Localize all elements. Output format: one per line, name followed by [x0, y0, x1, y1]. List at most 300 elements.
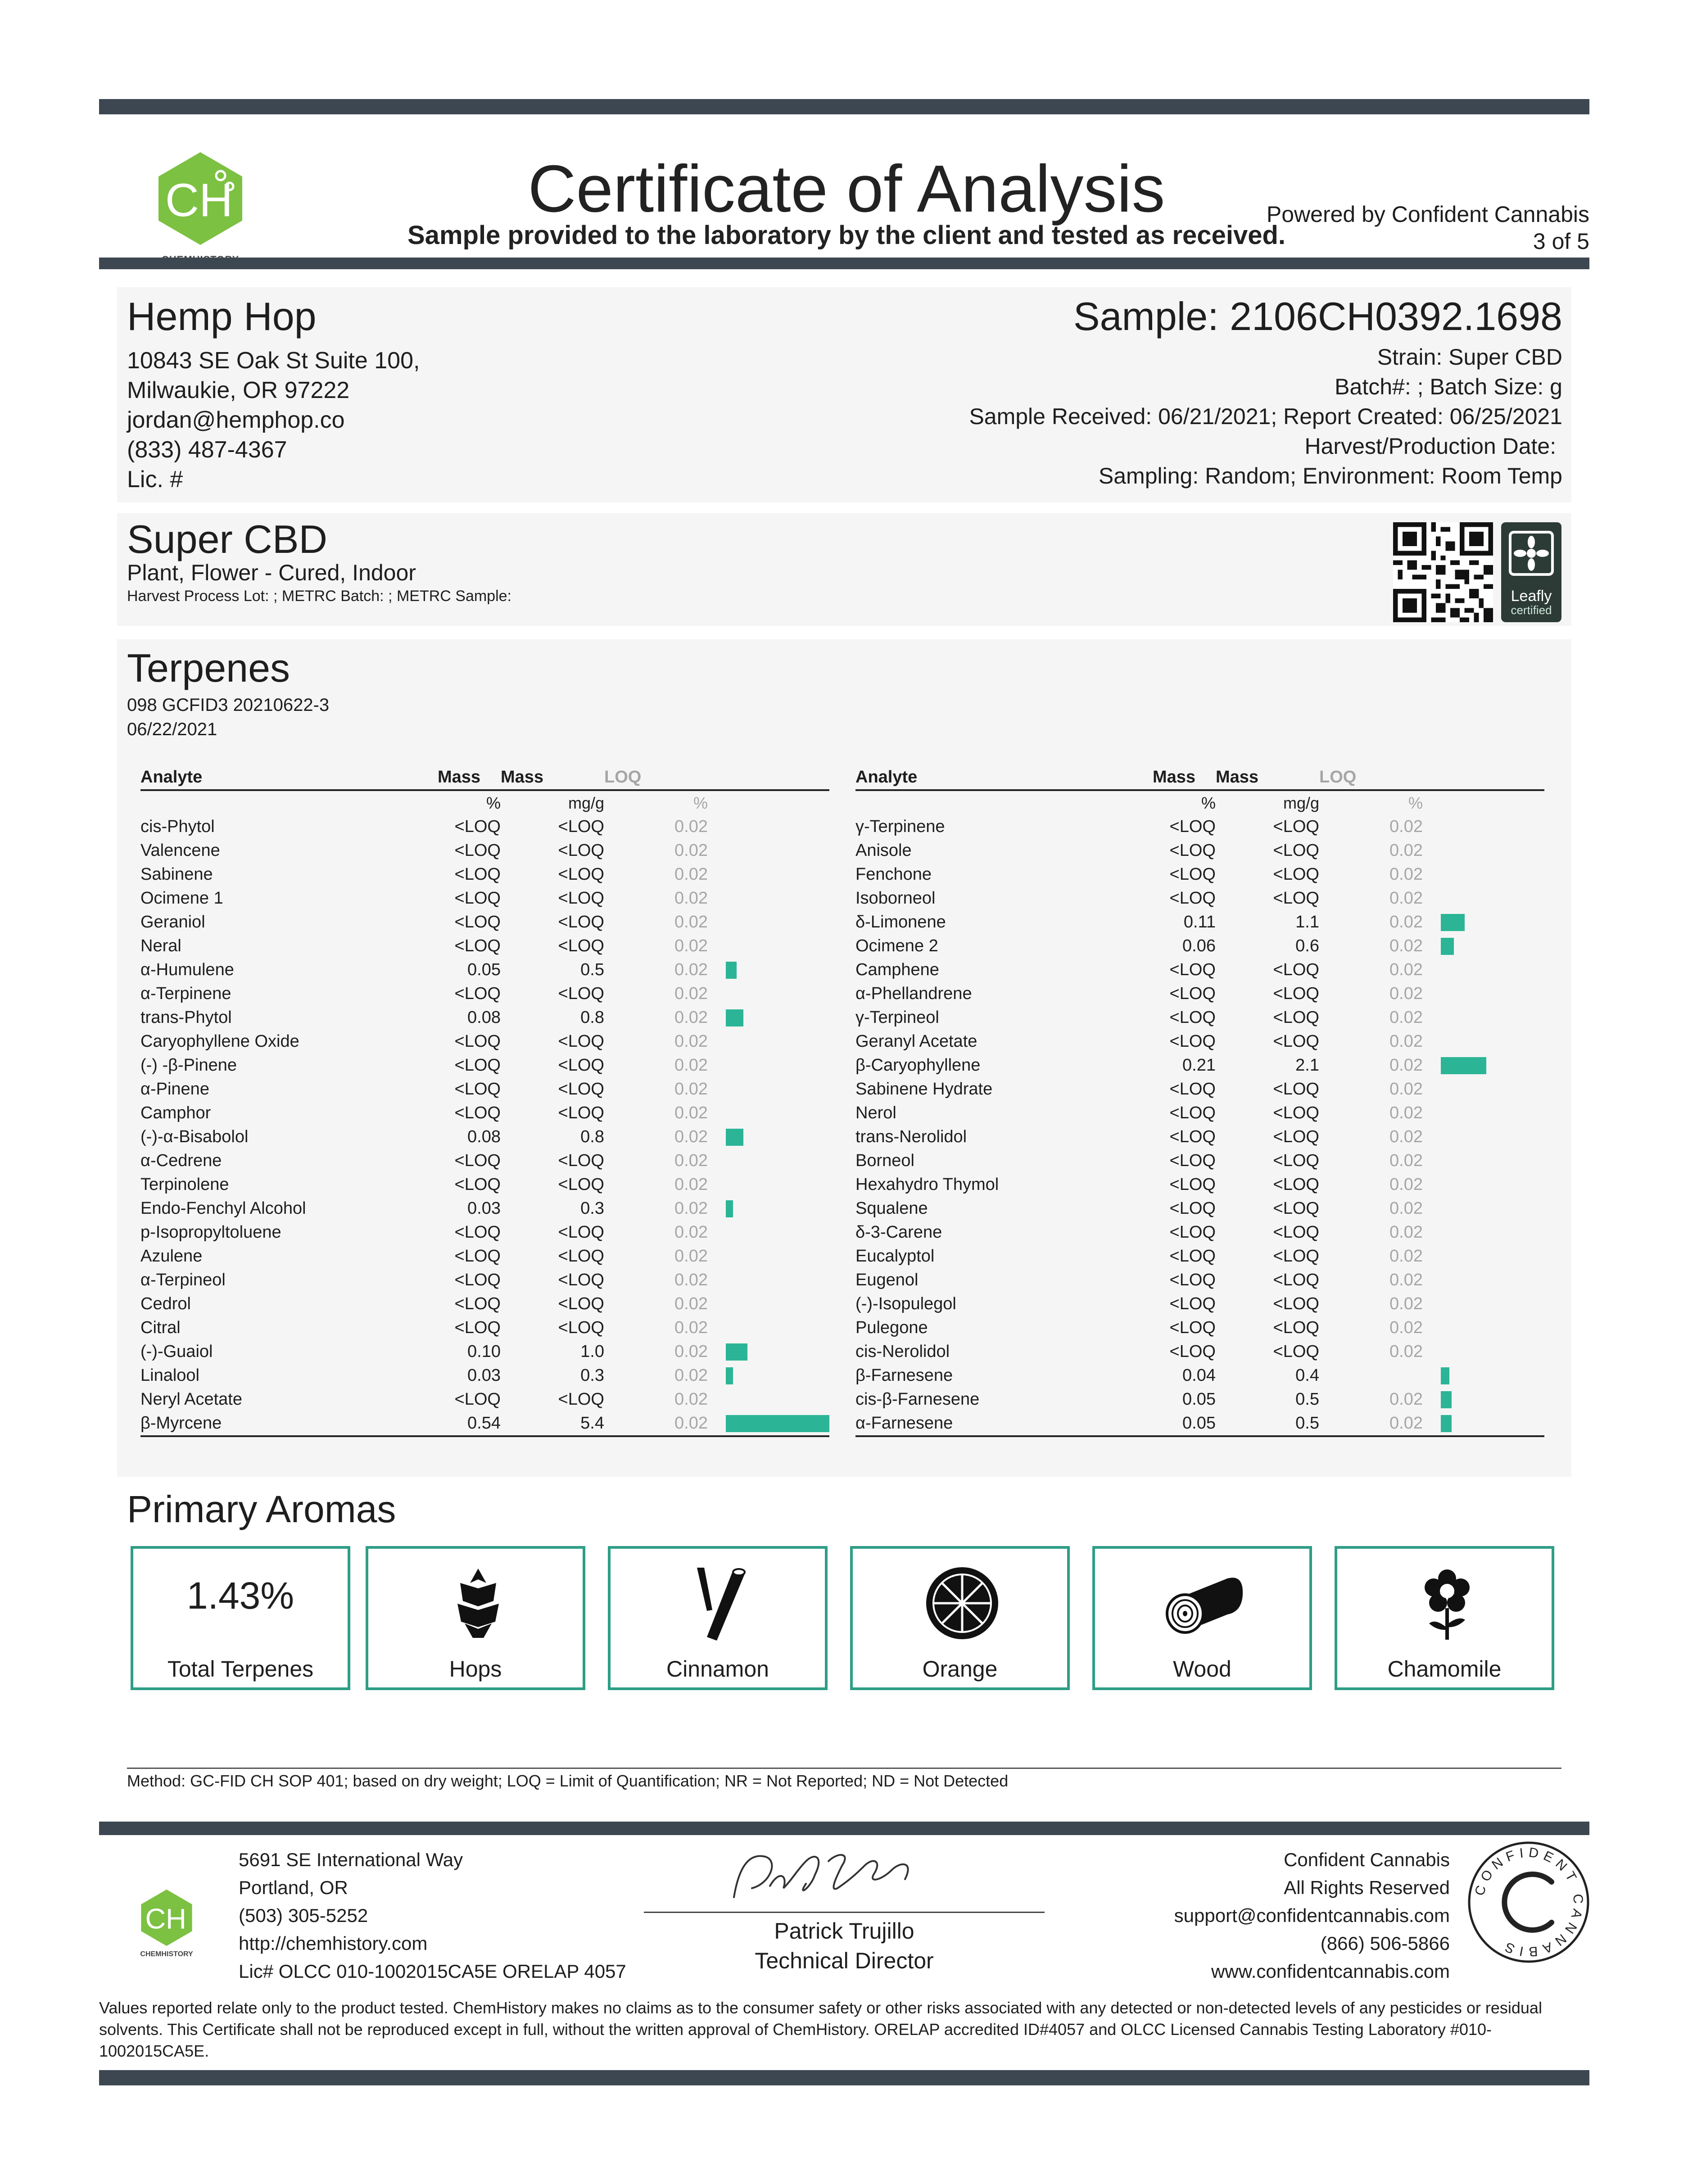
mass-pct: 0.11	[1183, 913, 1216, 931]
mass-mg: <LOQ	[558, 865, 604, 884]
analyte-name: (-)-Isopulegol	[855, 1294, 956, 1313]
level-bar	[1441, 938, 1454, 955]
mass-pct: <LOQ	[1169, 817, 1216, 836]
mass-pct: <LOQ	[454, 1223, 501, 1242]
terpene-row	[140, 982, 829, 1006]
terpene-row	[140, 1292, 829, 1316]
mass-pct: 0.06	[1182, 936, 1216, 955]
mass-mg: <LOQ	[558, 1271, 604, 1289]
analyte-name: Ocimene 1	[140, 889, 223, 908]
loq-value: 0.02	[1389, 817, 1423, 836]
analyte-name: Fenchone	[855, 865, 932, 884]
analyte-name: Sabinene	[140, 865, 213, 884]
analyte-name: Hexahydro Thymol	[855, 1175, 999, 1194]
level-bar-cell	[708, 1292, 829, 1316]
footer-chemhistory-logo	[135, 1887, 198, 1958]
terpene-row	[855, 1388, 1544, 1411]
mass-mg: 0.8	[580, 1008, 604, 1027]
mass-pct: <LOQ	[454, 936, 501, 955]
unit-loq: %	[693, 794, 708, 812]
analyte-name: α-Terpinene	[140, 984, 231, 1003]
terpene-row	[855, 863, 1544, 886]
aroma-label: Hops	[449, 1656, 502, 1682]
logo-caption: CHEMHISTORY	[140, 1950, 193, 1958]
loq-value: 0.02	[674, 1127, 708, 1146]
mass-mg: <LOQ	[1273, 1151, 1319, 1170]
mass-mg: <LOQ	[1273, 1080, 1319, 1099]
analyte-name: cis-β-Farnesene	[855, 1390, 980, 1409]
analyte-name: Endo-Fenchyl Alcohol	[140, 1199, 306, 1218]
level-bar-cell	[1423, 982, 1544, 1006]
level-bar-cell	[708, 1340, 829, 1364]
mass-pct: <LOQ	[1169, 1247, 1216, 1266]
mass-mg: <LOQ	[1273, 984, 1319, 1003]
product-type: Plant, Flower - Cured, Indoor	[127, 560, 416, 585]
terpene-row	[140, 910, 829, 934]
mass-pct: <LOQ	[1169, 960, 1216, 979]
analyte-name: Cedrol	[140, 1294, 191, 1313]
analyte-name: Terpinolene	[140, 1175, 229, 1194]
mass-pct: <LOQ	[454, 841, 501, 860]
mass-pct: <LOQ	[1169, 1223, 1216, 1242]
mass-mg: <LOQ	[558, 1247, 604, 1266]
analyte-name: Caryophyllene Oxide	[140, 1032, 299, 1051]
level-bar-cell	[1423, 1077, 1544, 1101]
mass-pct: <LOQ	[454, 865, 501, 884]
analyte-name: Geranyl Acetate	[855, 1032, 978, 1051]
terpenes-date: 06/22/2021	[127, 719, 217, 739]
confident-cannabis-logo	[1463, 1837, 1594, 1967]
top-rule	[99, 99, 1589, 114]
terpenes-title: Terpenes	[127, 646, 290, 690]
analyte-name: Neryl Acetate	[140, 1390, 242, 1409]
level-bar-cell	[1423, 1221, 1544, 1244]
mass-pct: <LOQ	[454, 913, 501, 931]
terpene-row	[140, 839, 829, 863]
client-phone: (833) 487-4367	[127, 437, 287, 463]
level-bar-cell	[708, 1364, 829, 1388]
loq-value: 0.02	[674, 984, 708, 1003]
analyte-name: trans-Phytol	[140, 1008, 232, 1027]
mass-pct: <LOQ	[1169, 1175, 1216, 1194]
aroma-label: Cinnamon	[666, 1656, 769, 1682]
mass-pct: <LOQ	[454, 1080, 501, 1099]
mass-pct: <LOQ	[454, 1271, 501, 1289]
aromas-title: Primary Aromas	[127, 1488, 396, 1530]
mass-mg: <LOQ	[1273, 960, 1319, 979]
mass-pct: <LOQ	[454, 1151, 501, 1170]
unit-mg: mg/g	[568, 794, 604, 812]
mass-mg: <LOQ	[558, 984, 604, 1003]
mass-mg: <LOQ	[1273, 1318, 1319, 1337]
loq-value: 0.02	[604, 1411, 708, 1436]
analyte-name: Ocimene 2	[855, 936, 938, 955]
cc-website[interactable]: www.confidentcannabis.com	[1211, 1961, 1450, 1982]
cinnamon-icon	[689, 1565, 752, 1641]
unit-pct: %	[1201, 794, 1216, 812]
loq-value: 0.02	[674, 1223, 708, 1242]
level-bar-cell	[1423, 886, 1544, 910]
terpene-table-right	[855, 765, 1544, 1437]
terpene-row	[140, 1221, 829, 1244]
mass-mg: <LOQ	[558, 1103, 604, 1122]
analyte-name: Isoborneol	[855, 889, 936, 908]
analyte-name: (-)-Guaiol	[140, 1342, 213, 1361]
loq-value: 0.02	[1389, 1318, 1423, 1337]
leafly-text: Leafly	[1511, 588, 1552, 605]
terpene-row	[140, 1364, 829, 1388]
sample-strain: Strain: Super CBD	[1377, 344, 1562, 370]
col-analyte: Analyte	[855, 765, 1153, 790]
loq-value: 0.02	[1389, 913, 1423, 931]
mass-mg: 1.1	[1295, 913, 1319, 931]
mass-mg: <LOQ	[1273, 1032, 1319, 1051]
unit-analyte	[855, 790, 1153, 815]
terpene-row	[855, 1125, 1544, 1149]
unit-bar	[708, 790, 829, 815]
loq-value: 0.02	[674, 1056, 708, 1075]
loq-value: 0.02	[1389, 1271, 1423, 1289]
analyte-name: β-Myrcene	[140, 1411, 438, 1436]
level-bar-cell	[708, 886, 829, 910]
level-bar-cell	[1423, 863, 1544, 886]
chamomile-icon	[1416, 1565, 1479, 1641]
lab-phone[interactable]: (503) 305-5252	[239, 1905, 368, 1926]
terpene-row	[140, 1006, 829, 1030]
col-mass-mg: Mass	[1216, 765, 1319, 790]
analyte-name: Squalene	[855, 1199, 928, 1218]
aroma-wood	[1092, 1546, 1312, 1690]
level-bar-cell	[708, 958, 829, 982]
level-bar-cell	[1423, 1316, 1544, 1340]
loq-value: 0.02	[674, 865, 708, 884]
lab-license: Lic# OLCC 010-1002015CA5E ORELAP 4057	[239, 1961, 626, 1982]
sample-sampling: Sampling: Random; Environment: Room Temp	[1098, 463, 1562, 488]
mass-mg: 0.5	[1216, 1411, 1319, 1436]
analyte-name: p-Isopropyltoluene	[140, 1223, 281, 1242]
unit-pct: %	[486, 794, 501, 812]
col-mass-mg: Mass	[501, 765, 604, 790]
level-bar-cell	[1423, 1030, 1544, 1054]
loq-value: 0.02	[1389, 1032, 1423, 1051]
level-bar-cell	[1423, 1268, 1544, 1292]
terpene-row	[855, 1316, 1544, 1340]
loq-value: 0.02	[674, 936, 708, 955]
total-terpenes-label: Total Terpenes	[167, 1656, 314, 1682]
leafly-sub: certified	[1511, 603, 1552, 617]
level-bar-cell	[708, 815, 829, 839]
sample-batch: Batch#: ; Batch Size: g	[1335, 374, 1562, 399]
terpene-row	[140, 1244, 829, 1268]
level-bar-cell	[708, 910, 829, 934]
level-bar	[726, 1415, 829, 1432]
terpene-row	[140, 1149, 829, 1173]
level-bar-cell	[1423, 1388, 1544, 1411]
terpene-row	[855, 1292, 1544, 1316]
mass-pct: <LOQ	[1169, 1008, 1216, 1027]
loq-value: 0.02	[1389, 865, 1423, 884]
mass-pct: 0.03	[467, 1366, 501, 1385]
terpene-row	[855, 1077, 1544, 1101]
level-bar-cell	[708, 1244, 829, 1268]
terpene-row	[140, 1077, 829, 1101]
mass-pct: <LOQ	[454, 889, 501, 908]
level-bar	[1441, 1367, 1449, 1384]
level-bar	[726, 1009, 743, 1026]
col-analyte: Analyte	[140, 765, 438, 790]
level-bar-cell	[1423, 1340, 1544, 1364]
mass-mg: <LOQ	[558, 1175, 604, 1194]
mass-pct: <LOQ	[454, 817, 501, 836]
mass-mg: 2.1	[1295, 1056, 1319, 1075]
level-bar-cell	[1423, 1006, 1544, 1030]
terpene-row	[140, 1054, 829, 1077]
mass-mg: <LOQ	[558, 817, 604, 836]
analyte-name: Anisole	[855, 841, 912, 860]
analyte-name: Eucalyptol	[855, 1247, 935, 1266]
loq-value: 0.02	[674, 1032, 708, 1051]
leafly-badge[interactable]	[1501, 522, 1561, 622]
terpene-row	[855, 910, 1544, 934]
loq-value: 0.02	[1389, 1175, 1423, 1194]
terpene-row	[855, 958, 1544, 982]
signature	[702, 1843, 955, 1911]
qr-code[interactable]	[1393, 522, 1493, 622]
disclaimer: Values reported relate only to the product tested. ChemHistory makes no claims as to the consumer safety or other risks associated with any detected or non-detected levels of any pesticides or residual solvents. This Certificate shall not be reproduced except in full, without the written approval of ChemHistory. ORELAP accredited ID#4057 and OLCC Licensed Cannabis Testing Laboratory #010-1002015CA5E.	[99, 1999, 1542, 2060]
mass-mg: <LOQ	[558, 1318, 604, 1337]
terpene-row	[140, 934, 829, 958]
mass-pct: <LOQ	[454, 1103, 501, 1122]
level-bar	[726, 962, 737, 979]
mass-mg: <LOQ	[1273, 1294, 1319, 1313]
terpene-table-left	[140, 765, 829, 1437]
cc-phone[interactable]: (866) 506-5866	[1320, 1933, 1450, 1954]
method-rule	[127, 1768, 1561, 1769]
client-address2: Milwaukie, OR 97222	[127, 377, 350, 403]
mass-mg: 0.3	[580, 1199, 604, 1218]
bottom-rule	[99, 2070, 1589, 2085]
mass-mg: <LOQ	[558, 1151, 604, 1170]
aroma-cinnamon	[608, 1546, 828, 1690]
mass-pct: <LOQ	[1169, 1342, 1216, 1361]
mass-pct: 0.10	[467, 1342, 501, 1361]
mass-pct: <LOQ	[454, 1294, 501, 1313]
analyte-name: Borneol	[855, 1151, 914, 1170]
method-note: Method: GC-FID CH SOP 401; based on dry weight; LOQ = Limit of Quantification; NR = Not Reported; ND = Not Detected	[127, 1772, 1009, 1790]
mass-pct: <LOQ	[1169, 984, 1216, 1003]
mass-mg: <LOQ	[1273, 889, 1319, 908]
mass-pct: 0.05	[467, 960, 501, 979]
mass-pct: 0.21	[1182, 1056, 1216, 1075]
terpene-row	[855, 815, 1544, 839]
mass-pct: <LOQ	[454, 1318, 501, 1337]
analyte-name: trans-Nerolidol	[855, 1127, 967, 1146]
aroma-label: Chamomile	[1387, 1656, 1502, 1682]
level-bar-cell	[1423, 1101, 1544, 1125]
unit-loq: %	[1408, 794, 1423, 812]
client-license: Lic. #	[127, 466, 183, 493]
mass-mg: <LOQ	[1273, 1223, 1319, 1242]
analyte-name: Camphor	[140, 1103, 211, 1122]
mass-mg: <LOQ	[558, 936, 604, 955]
terpene-row	[140, 1125, 829, 1149]
loq-value: 0.02	[1389, 1151, 1423, 1170]
analyte-name: Nerol	[855, 1103, 896, 1122]
loq-value: 0.02	[1389, 1008, 1423, 1027]
mass-mg: <LOQ	[558, 1032, 604, 1051]
page-number: 3 of 5	[1533, 229, 1589, 254]
analyte-name: Eugenol	[855, 1271, 919, 1289]
sample-dates: Sample Received: 06/21/2021; Report Created: 06/25/2021	[969, 404, 1562, 429]
mass-pct: <LOQ	[454, 1247, 501, 1266]
lab-info	[239, 1846, 689, 1985]
level-bar	[1441, 914, 1465, 931]
level-bar-cell	[708, 863, 829, 886]
loq-value: 0.02	[674, 1175, 708, 1194]
terpene-row	[140, 1101, 829, 1125]
cc-rights: All Rights Reserved	[1284, 1877, 1450, 1898]
terpene-row	[855, 1101, 1544, 1125]
analyte-name: Pulegone	[855, 1318, 928, 1337]
level-bar	[726, 1343, 747, 1361]
loq-value: 0.02	[1389, 1127, 1423, 1146]
mass-pct: <LOQ	[1169, 1199, 1216, 1218]
svg-text:CH: CH	[165, 174, 233, 226]
mass-pct: <LOQ	[1169, 1103, 1216, 1122]
level-bar-cell	[1423, 1149, 1544, 1173]
mass-mg: <LOQ	[558, 1223, 604, 1242]
analyte-name: cis-Nerolidol	[855, 1342, 950, 1361]
cc-email[interactable]: support@confidentcannabis.com	[1174, 1905, 1450, 1926]
analyte-name: Citral	[140, 1318, 181, 1337]
unit-analyte	[140, 790, 438, 815]
terpene-row	[140, 1268, 829, 1292]
analyte-name: γ-Terpineol	[855, 1008, 939, 1027]
chemhistory-logo	[149, 149, 252, 252]
analyte-name: δ-3-Carene	[855, 1223, 942, 1242]
mass-pct: 0.05	[1182, 1390, 1216, 1409]
level-bar-cell	[708, 1221, 829, 1244]
client-email: jordan@hemphop.co	[127, 407, 345, 433]
col-loq: LOQ	[604, 765, 708, 790]
level-bar-cell	[708, 1054, 829, 1077]
level-bar-cell	[1423, 910, 1544, 934]
mass-pct: 0.54	[438, 1411, 501, 1436]
signer-title: Technical Director	[755, 1948, 934, 1973]
loq-value: 0.02	[1389, 1247, 1423, 1266]
unit-bar	[1423, 790, 1544, 815]
loq-value: 0.02	[674, 1151, 708, 1170]
analyte-name: α-Phellandrene	[855, 984, 972, 1003]
loq-value: 0.02	[674, 1271, 708, 1289]
analyte-name: δ-Limonene	[855, 913, 946, 931]
mass-pct: <LOQ	[1169, 1080, 1216, 1099]
terpene-row	[140, 1316, 829, 1340]
loq-value: 0.02	[1389, 1199, 1423, 1218]
svg-text:CONFIDENT CANNABIS: CONFIDENT CANNABIS	[1472, 1845, 1586, 1959]
mass-mg: 1.0	[580, 1342, 604, 1361]
loq-value: 0.02	[1389, 1390, 1423, 1409]
level-bar-cell	[708, 1101, 829, 1125]
mass-pct: <LOQ	[1169, 1151, 1216, 1170]
mass-pct: <LOQ	[454, 1175, 501, 1194]
mass-mg: <LOQ	[1273, 1008, 1319, 1027]
lab-website[interactable]: http://chemhistory.com	[239, 1933, 428, 1954]
total-terpenes-value: 1.43%	[186, 1574, 294, 1617]
analyte-name: Sabinene Hydrate	[855, 1080, 993, 1099]
loq-value: 0.02	[674, 841, 708, 860]
level-bar	[726, 1367, 733, 1384]
loq-value: 0.02	[1389, 1080, 1423, 1099]
loq-value: 0.02	[674, 1008, 708, 1027]
loq-value: 0.02	[1389, 1223, 1423, 1242]
level-bar-cell	[1423, 1197, 1544, 1221]
signer-name: Patrick Trujillo	[774, 1918, 914, 1944]
level-bar-cell	[1423, 1364, 1544, 1388]
mass-pct: <LOQ	[1169, 1294, 1216, 1313]
terpene-row	[855, 886, 1544, 910]
mass-mg: <LOQ	[1273, 1127, 1319, 1146]
powered-by: Powered by Confident Cannabis	[1266, 202, 1589, 227]
terpene-row	[855, 982, 1544, 1006]
level-bar-cell	[708, 839, 829, 863]
mass-mg: 5.4	[501, 1411, 604, 1436]
signature-image	[702, 1843, 955, 1911]
analyte-name: β-Caryophyllene	[855, 1056, 981, 1075]
mass-mg: <LOQ	[1273, 1247, 1319, 1266]
analyte-name: α-Farnesene	[855, 1411, 1153, 1436]
mass-mg: <LOQ	[1273, 1199, 1319, 1218]
loq-value: 0.02	[674, 1247, 708, 1266]
mass-pct: 0.03	[467, 1199, 501, 1218]
analyte-name: Geraniol	[140, 913, 205, 931]
mass-pct: 0.04	[1182, 1366, 1216, 1385]
analyte-name: Valencene	[140, 841, 220, 860]
level-bar-cell	[708, 1411, 829, 1436]
level-bar-cell	[708, 1149, 829, 1173]
mass-mg: 0.5	[1295, 1390, 1319, 1409]
loq-value: 0.02	[674, 1342, 708, 1361]
mass-mg: <LOQ	[558, 1080, 604, 1099]
client-address1: 10843 SE Oak St Suite 100,	[127, 348, 420, 374]
level-bar-cell	[708, 1268, 829, 1292]
loq-value: 0.02	[1389, 936, 1423, 955]
terpene-row	[140, 863, 829, 886]
terpenes-instrument: 098 GCFID3 20210622-3	[127, 695, 330, 715]
loq-value: 0.02	[674, 1103, 708, 1122]
loq-value: 0.02	[674, 1366, 708, 1385]
level-bar-cell	[1423, 1125, 1544, 1149]
level-bar-cell	[708, 982, 829, 1006]
level-bar-cell	[1423, 934, 1544, 958]
loq-value: 0.02	[674, 889, 708, 908]
terpene-row	[855, 1054, 1544, 1077]
mass-mg: <LOQ	[1273, 1175, 1319, 1194]
mass-mg: <LOQ	[558, 1056, 604, 1075]
mass-mg: <LOQ	[558, 913, 604, 931]
loq-value: 0.02	[1389, 984, 1423, 1003]
mass-mg: 0.8	[580, 1127, 604, 1146]
level-bar-cell	[708, 1006, 829, 1030]
mass-pct: 0.08	[467, 1127, 501, 1146]
mass-mg: <LOQ	[558, 1390, 604, 1409]
terpene-row	[855, 1006, 1544, 1030]
loq-value: 0.02	[674, 1294, 708, 1313]
terpene-row	[855, 1173, 1544, 1197]
cc-info	[1036, 1846, 1450, 1985]
terpene-row	[140, 1340, 829, 1364]
cc-name: Confident Cannabis	[1284, 1849, 1450, 1870]
